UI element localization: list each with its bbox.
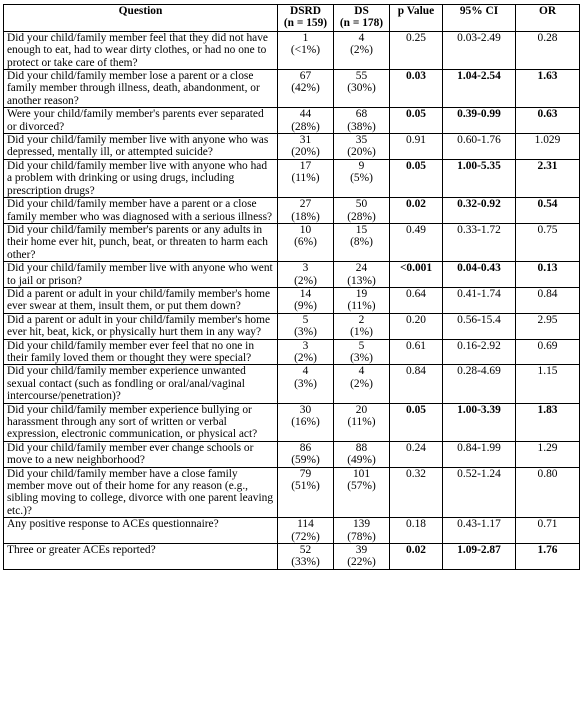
ci-cell-text: 0.84-1.99	[457, 441, 501, 454]
or-cell	[516, 313, 580, 339]
ds-cell-text: 4	[358, 31, 365, 44]
or-cell	[516, 339, 580, 365]
ci-cell	[443, 108, 516, 134]
dsrd-cell-text: 1	[302, 31, 309, 44]
table-row	[4, 134, 580, 160]
dsrd-cell-text: (2%)	[294, 274, 317, 287]
ds-cell-text: (13%)	[347, 274, 376, 287]
results-table-container	[3, 4, 580, 570]
or-cell-text: 0.80	[537, 467, 558, 480]
dsrd-cell-text: (3%)	[294, 326, 317, 339]
dsrd-cell	[278, 198, 334, 224]
ds-cell	[334, 544, 390, 570]
p-value-cell	[390, 108, 443, 134]
dsrd-cell-text: (9%)	[294, 300, 317, 313]
ds-cell-text: 39	[355, 544, 368, 557]
ci-cell	[443, 339, 516, 365]
ci-cell-text: 1.00-5.35	[457, 159, 501, 172]
header-ci: 95% CI	[443, 5, 516, 32]
dsrd-cell-text: (33%)	[291, 556, 320, 569]
or-cell-text: 1.029	[534, 134, 561, 147]
ci-cell-text: 0.28-4.69	[457, 365, 501, 378]
ds-cell-text: (11%)	[347, 416, 376, 428]
p-value-cell	[390, 403, 443, 441]
ci-cell	[443, 287, 516, 313]
or-cell-text: 2.31	[537, 159, 558, 172]
p-value-cell-text: 0.18	[406, 518, 426, 531]
ci-cell	[443, 313, 516, 339]
ds-cell-text: 19	[355, 287, 368, 300]
or-cell-text: 0.75	[537, 223, 558, 236]
ci-cell-text: 0.39-0.99	[457, 108, 501, 121]
p-value-cell-text: 0.49	[406, 223, 426, 236]
table-row	[4, 70, 580, 108]
ds-cell-text: (11%)	[347, 300, 376, 313]
p-value-cell	[390, 287, 443, 313]
table-row	[4, 467, 580, 518]
table-row	[4, 159, 580, 197]
question-cell	[4, 223, 278, 261]
ds-cell-text: 101	[352, 467, 371, 480]
p-value-cell	[390, 70, 443, 108]
ci-cell-text: 0.41-1.74	[457, 287, 501, 300]
p-value-cell	[390, 365, 443, 403]
ds-cell-text: 15	[355, 223, 368, 236]
or-cell	[516, 544, 580, 570]
ds-cell-text: 9	[358, 159, 365, 172]
p-value-cell	[390, 262, 443, 288]
table-row	[4, 365, 580, 403]
ds-cell	[334, 313, 390, 339]
ci-cell	[443, 198, 516, 224]
question-cell	[4, 262, 278, 288]
table-row	[4, 544, 580, 570]
dsrd-cell-text: (16%)	[291, 416, 320, 428]
ci-cell	[443, 70, 516, 108]
ds-cell-text: (3%)	[350, 351, 373, 364]
ci-cell	[443, 31, 516, 69]
dsrd-cell-text: (20%)	[291, 146, 320, 159]
p-value-cell-text: 0.02	[406, 544, 426, 557]
table-row	[4, 339, 580, 365]
ds-cell-text: (38%)	[347, 120, 376, 133]
dsrd-cell-text: 10	[299, 223, 312, 236]
p-value-cell-text: <0.001	[399, 262, 433, 275]
ci-cell-text: 0.33-1.72	[457, 223, 501, 236]
p-value-cell	[390, 467, 443, 518]
or-cell-text: 0.69	[537, 339, 558, 352]
header-row	[4, 5, 580, 32]
ci-cell-text: 0.32-0.92	[457, 198, 501, 211]
ds-cell-text: 5	[358, 339, 365, 352]
dsrd-cell-text: 52	[299, 544, 312, 557]
p-value-cell-text: 0.32	[406, 467, 426, 480]
dsrd-cell-text: (11%)	[291, 172, 320, 185]
question-cell-text: Did your child/family member have a close family member move out of their home for any reason (e.g., sibling moving to college, divorce with one parent leaving etc.)?	[7, 467, 274, 517]
ds-cell-text: 20	[355, 403, 368, 416]
ci-cell	[443, 403, 516, 441]
ds-cell	[334, 467, 390, 518]
dsrd-cell-text: 114	[297, 518, 314, 531]
dsrd-cell-text: 3	[302, 262, 309, 275]
question-cell	[4, 70, 278, 108]
p-value-cell-text: 0.61	[406, 339, 426, 352]
dsrd-cell-text: (6%)	[294, 236, 317, 249]
dsrd-cell-text: 44	[299, 108, 312, 121]
dsrd-cell-text: (72%)	[291, 530, 320, 543]
or-cell-text: 0.71	[537, 518, 558, 531]
question-cell	[4, 313, 278, 339]
dsrd-cell-text: 14	[299, 287, 312, 300]
or-cell	[516, 365, 580, 403]
table-row	[4, 108, 580, 134]
dsrd-cell-text: (2%)	[294, 351, 317, 364]
ds-cell-text: (2%)	[350, 44, 373, 57]
dsrd-cell-text: 5	[302, 313, 309, 326]
p-value-cell-text: 0.64	[406, 287, 426, 300]
or-cell-text: 0.84	[537, 287, 558, 300]
p-value-cell-text: 0.25	[406, 31, 426, 44]
ci-cell	[443, 441, 516, 467]
dsrd-cell-text: 31	[299, 134, 312, 147]
question-cell	[4, 441, 278, 467]
ds-cell	[334, 31, 390, 69]
dsrd-cell-text: (18%)	[291, 210, 320, 223]
ci-cell-text: 0.56-15.4	[457, 313, 501, 326]
p-value-cell	[390, 441, 443, 467]
ds-cell	[334, 287, 390, 313]
ds-cell-text: (5%)	[350, 172, 373, 185]
p-value-cell	[390, 159, 443, 197]
question-cell	[4, 134, 278, 160]
ds-cell-text: (2%)	[350, 377, 373, 390]
or-cell-text: 1.15	[537, 365, 558, 378]
ds-cell-text: (1%)	[350, 326, 373, 339]
dsrd-cell-text: 27	[299, 198, 312, 211]
ds-cell-text: 4	[358, 365, 365, 378]
ds-cell	[334, 108, 390, 134]
p-value-cell	[390, 223, 443, 261]
dsrd-cell	[278, 441, 334, 467]
header-p-value: p Value	[390, 5, 443, 32]
or-cell	[516, 262, 580, 288]
ds-cell-text: 139	[352, 518, 371, 531]
ds-cell-text: (8%)	[350, 236, 373, 249]
table-row	[4, 403, 580, 441]
question-cell-text: Did your child/family member live with anyone who had a problem with drinking or using drugs, including prescription drugs?	[7, 159, 268, 197]
dsrd-cell-text: 30	[299, 403, 312, 416]
ds-cell	[334, 134, 390, 160]
or-cell-text: 1.63	[537, 70, 558, 83]
ds-cell-text: (30%)	[347, 82, 376, 95]
ci-cell	[443, 159, 516, 197]
or-cell	[516, 467, 580, 518]
or-cell-text: 1.29	[537, 441, 558, 454]
ds-cell-text: 35	[355, 134, 368, 147]
ds-cell-text: (22%)	[347, 556, 376, 569]
header-question: Question	[4, 5, 278, 32]
ci-cell	[443, 544, 516, 570]
question-cell-text: Did your child/family member experience unwanted sexual contact (such as fondling or oral/anal/vaginal intercourse/penetration)?	[7, 365, 246, 403]
question-cell-text: Did your child/family member experience bullying or harassment through any sort of written or verbal expression, electronic communication, or physical act?	[7, 403, 258, 441]
ci-cell	[443, 518, 516, 544]
question-cell-text: Did your child/family member ever change schools or move to a new neighborhood?	[7, 441, 254, 467]
p-value-cell	[390, 339, 443, 365]
question-cell	[4, 159, 278, 197]
question-cell	[4, 403, 278, 441]
ds-cell-text: (57%)	[347, 480, 376, 493]
dsrd-cell	[278, 313, 334, 339]
question-cell-text: Did your child/family member's parents or any adults in their home ever hit, punch, beat, or threaten to harm each other?	[7, 223, 268, 261]
ci-cell-text: 0.60-1.76	[457, 134, 501, 147]
question-cell-text: Three or greater ACEs reported?	[7, 544, 156, 557]
table-row	[4, 313, 580, 339]
p-value-cell-text: 0.02	[406, 198, 426, 211]
question-cell-text: Did your child/family member live with anyone who was depressed, mentally ill, or attempted suicide?	[7, 134, 269, 159]
dsrd-cell	[278, 467, 334, 518]
ci-cell	[443, 365, 516, 403]
question-cell-text: Did your child/family member lose a parent or a close family member through illness, death, abandonment, or another reason?	[7, 70, 260, 107]
p-value-cell-text: 0.05	[406, 403, 426, 416]
ds-cell-text: 24	[355, 262, 368, 275]
ds-cell-text: (28%)	[347, 210, 376, 223]
ds-cell-text: 2	[358, 313, 365, 326]
dsrd-cell	[278, 262, 334, 288]
question-cell	[4, 365, 278, 403]
ds-cell	[334, 223, 390, 261]
dsrd-cell-text: (3%)	[294, 377, 317, 390]
p-value-cell	[390, 198, 443, 224]
ds-cell	[334, 339, 390, 365]
question-cell-text: Did your child/family member feel that they did not have enough to eat, had to wear dirty clothes, or had no one to protect or take care of them?	[7, 31, 268, 69]
dsrd-cell-text: 86	[299, 441, 312, 454]
dsrd-cell-text: (42%)	[291, 82, 320, 95]
or-cell	[516, 31, 580, 69]
table-row	[4, 31, 580, 69]
question-cell	[4, 198, 278, 224]
p-value-cell-text: 0.03	[406, 70, 426, 83]
dsrd-cell	[278, 544, 334, 570]
ds-cell	[334, 70, 390, 108]
ci-cell	[443, 467, 516, 518]
dsrd-cell-text: 3	[302, 339, 309, 352]
or-cell	[516, 287, 580, 313]
ci-cell-text: 1.00-3.39	[457, 403, 501, 416]
question-cell-text: Were your child/family member's parents ever separated or divorced?	[7, 108, 264, 133]
dsrd-cell-text: (<1%)	[290, 44, 321, 57]
or-cell	[516, 108, 580, 134]
dsrd-cell	[278, 365, 334, 403]
p-value-cell-text: 0.20	[406, 313, 426, 326]
dsrd-cell-text: 67	[299, 70, 312, 83]
p-value-cell-text: 0.05	[406, 108, 426, 121]
or-cell-text: 0.63	[537, 108, 558, 121]
dsrd-cell-text: 17	[299, 159, 312, 172]
p-value-cell-text: 0.91	[406, 134, 426, 147]
question-cell-text: Did your child/family member have a parent or a close family member who was diagnosed with a serious illness?	[7, 198, 273, 223]
dsrd-cell-text: 4	[302, 365, 309, 378]
question-cell-text: Did a parent or adult in your child/family member's home ever hit, beat, kick, or physically hurt them in any way?	[7, 313, 271, 339]
table-row	[4, 441, 580, 467]
ds-cell-text: (49%)	[347, 454, 376, 467]
dsrd-cell-text: (28%)	[291, 120, 320, 133]
p-value-cell	[390, 518, 443, 544]
question-cell	[4, 287, 278, 313]
question-cell	[4, 339, 278, 365]
or-cell-text: 2.95	[537, 313, 558, 326]
ds-cell	[334, 159, 390, 197]
table-row	[4, 262, 580, 288]
dsrd-cell	[278, 31, 334, 69]
dsrd-cell	[278, 159, 334, 197]
ds-cell	[334, 518, 390, 544]
table-row	[4, 198, 580, 224]
dsrd-cell	[278, 134, 334, 160]
or-cell-text: 1.83	[537, 403, 558, 416]
ci-cell	[443, 223, 516, 261]
dsrd-cell	[278, 287, 334, 313]
question-cell-text: Did a parent or adult in your child/family member's home ever swear at them, insult them, or put them down?	[7, 287, 271, 313]
dsrd-cell	[278, 339, 334, 365]
question-cell	[4, 108, 278, 134]
ds-cell	[334, 403, 390, 441]
ds-cell	[334, 441, 390, 467]
ci-cell-text: 0.04-0.43	[457, 262, 501, 275]
ds-cell-text: 88	[355, 441, 368, 454]
ds-cell-text: (20%)	[347, 146, 376, 159]
ds-cell	[334, 198, 390, 224]
ds-cell-text: 68	[355, 108, 368, 121]
table-row	[4, 518, 580, 544]
p-value-cell-text: 0.24	[406, 441, 426, 454]
dsrd-cell-text: (51%)	[291, 480, 320, 493]
header-dsrd: DSRD (n = 159)	[278, 5, 334, 32]
dsrd-cell-text: (59%)	[291, 454, 320, 467]
or-cell	[516, 134, 580, 160]
ds-cell	[334, 365, 390, 403]
or-cell-text: 0.13	[537, 262, 558, 275]
dsrd-cell	[278, 518, 334, 544]
question-cell	[4, 518, 278, 544]
or-cell-text: 0.54	[537, 198, 558, 211]
ci-cell-text: 1.09-2.87	[457, 544, 501, 557]
dsrd-cell	[278, 223, 334, 261]
question-cell	[4, 544, 278, 570]
question-cell-text: Did your child/family member ever feel that no one in their family loved them or thought they were special?	[7, 339, 255, 364]
ci-cell-text: 1.04-2.54	[457, 70, 501, 83]
ci-cell-text: 0.16-2.92	[457, 339, 501, 352]
or-cell-text: 0.28	[537, 31, 558, 44]
dsrd-cell	[278, 108, 334, 134]
or-cell	[516, 159, 580, 197]
or-cell	[516, 441, 580, 467]
ds-cell-text: (78%)	[347, 530, 376, 543]
table-row	[4, 223, 580, 261]
p-value-cell	[390, 31, 443, 69]
ds-cell-text: 50	[355, 198, 368, 211]
or-cell	[516, 70, 580, 108]
or-cell-text: 1.76	[537, 544, 558, 557]
ds-cell-text: 55	[355, 70, 368, 83]
or-cell	[516, 518, 580, 544]
p-value-cell	[390, 544, 443, 570]
ds-cell	[334, 262, 390, 288]
or-cell	[516, 198, 580, 224]
ci-cell-text: 0.43-1.17	[457, 518, 501, 531]
p-value-cell-text: 0.05	[406, 159, 426, 172]
p-value-cell	[390, 313, 443, 339]
ci-cell-text: 0.52-1.24	[457, 467, 501, 480]
dsrd-cell	[278, 70, 334, 108]
dsrd-cell-text: 79	[299, 467, 312, 480]
ci-cell-text: 0.03-2.49	[457, 31, 501, 44]
ci-cell	[443, 134, 516, 160]
table-row	[4, 287, 580, 313]
header-or: OR	[516, 5, 580, 32]
or-cell	[516, 403, 580, 441]
dsrd-cell	[278, 403, 334, 441]
p-value-cell	[390, 134, 443, 160]
question-cell-text: Any positive response to ACEs questionnaire?	[7, 518, 219, 531]
question-cell	[4, 31, 278, 69]
p-value-cell-text: 0.84	[406, 365, 426, 378]
or-cell	[516, 223, 580, 261]
question-cell	[4, 467, 278, 518]
aces-comparison-table	[3, 4, 580, 570]
ci-cell	[443, 262, 516, 288]
header-ds: DS (n = 178)	[334, 5, 390, 32]
question-cell-text: Did your child/family member live with anyone who went to jail or prison?	[7, 262, 273, 287]
